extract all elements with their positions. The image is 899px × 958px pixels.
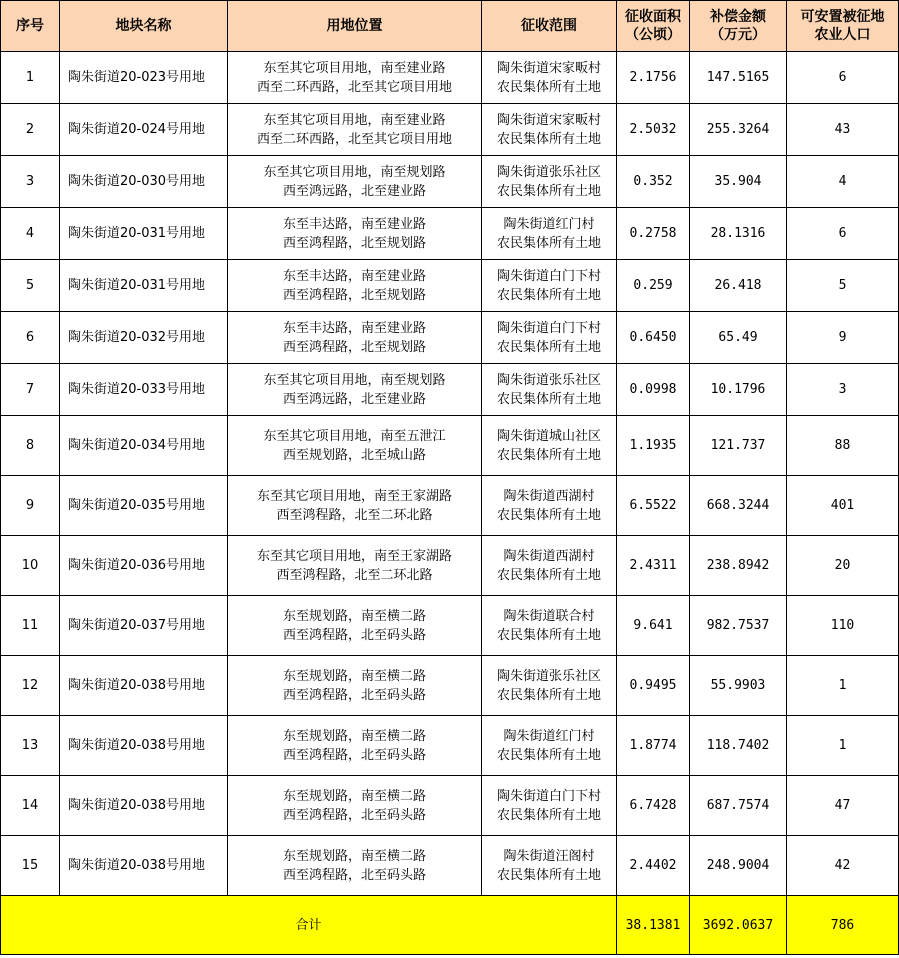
scope-cell: [482, 716, 617, 776]
location-cell: [228, 776, 482, 836]
location-cell-line2: 西至鸿程路，北至二环北路: [276, 567, 433, 583]
seq-cell: 2: [1, 104, 60, 156]
compensation-cell: 121.737: [690, 416, 787, 476]
compensation-cell: 65.49: [690, 312, 787, 364]
location-cell-line1: 东至规划路，南至横二路: [282, 608, 426, 624]
location-cell: [228, 716, 482, 776]
scope-cell-line1: 陶朱街道白门下村: [496, 788, 601, 804]
header-name: 地块名称: [60, 1, 228, 52]
area-cell: 0.9495: [617, 656, 690, 716]
compensation-cell: 10.1796: [690, 364, 787, 416]
plot-name-cell: 陶朱街道20-024号用地: [60, 104, 228, 156]
seq-cell: 6: [1, 312, 60, 364]
scope-cell-line2: 农民集体所有土地: [496, 687, 601, 703]
area-cell: 1.8774: [617, 716, 690, 776]
seq-cell: 5: [1, 260, 60, 312]
location-cell-line2: 西至鸿程路，北至码头路: [282, 807, 426, 823]
scope-cell: [482, 260, 617, 312]
scope-cell-line1: 陶朱街道红门村: [503, 216, 595, 232]
scope-cell-line1: 陶朱街道张乐社区: [496, 668, 601, 684]
table-row: [1, 776, 899, 836]
scope-cell-line1: 陶朱街道西湖村: [503, 488, 595, 504]
scope-cell-line2: 农民集体所有土地: [496, 447, 601, 463]
location-cell-line1: 东至规划路，南至横二路: [282, 668, 426, 684]
scope-cell-line2: 农民集体所有土地: [496, 235, 601, 251]
population-cell: 4: [787, 156, 899, 208]
location-cell: [228, 476, 482, 536]
location-cell-line1: 东至规划路，南至横二路: [282, 788, 426, 804]
location-cell-line2: 西至鸿程路，北至规划路: [282, 287, 426, 303]
scope-cell-line2: 农民集体所有土地: [496, 807, 601, 823]
total-compensation: 3692.0637: [690, 896, 787, 955]
scope-cell-line2: 农民集体所有土地: [496, 339, 601, 355]
scope-cell-line1: 陶朱街道西湖村: [503, 548, 595, 564]
table-row: [1, 52, 899, 104]
table-row: [1, 156, 899, 208]
scope-cell-line2: 农民集体所有土地: [496, 79, 601, 95]
total-population: 786: [787, 896, 899, 955]
compensation-cell: 668.3244: [690, 476, 787, 536]
plot-name-cell: 陶朱街道20-034号用地: [60, 416, 228, 476]
seq-cell: 8: [1, 416, 60, 476]
header-area-line1: 征收面积: [625, 9, 681, 25]
plot-name-cell: 陶朱街道20-031号用地: [60, 260, 228, 312]
scope-cell: [482, 596, 617, 656]
location-cell-line2: 西至鸿程路，北至码头路: [282, 687, 426, 703]
area-cell: 2.1756: [617, 52, 690, 104]
table-row: [1, 312, 899, 364]
scope-cell-line1: 陶朱街道红门村: [503, 728, 595, 744]
table-row: [1, 416, 899, 476]
table-row: [1, 476, 899, 536]
header-population: [787, 1, 899, 52]
location-cell-line1: 东至规划路，南至横二路: [282, 848, 426, 864]
plot-name-cell: 陶朱街道20-038号用地: [60, 716, 228, 776]
scope-cell-line2: 农民集体所有土地: [496, 391, 601, 407]
location-cell: [228, 156, 482, 208]
population-cell: 88: [787, 416, 899, 476]
plot-name-cell: 陶朱街道20-023号用地: [60, 52, 228, 104]
area-cell: 2.4402: [617, 836, 690, 896]
scope-cell-line1: 陶朱街道白门下村: [496, 268, 601, 284]
scope-cell: [482, 364, 617, 416]
header-pop-line2: 农业人口: [814, 27, 871, 43]
location-cell-line2: 西至二环西路，北至其它项目用地: [256, 79, 452, 95]
area-cell: 6.7428: [617, 776, 690, 836]
location-cell-line1: 东至丰达路，南至建业路: [282, 268, 426, 284]
location-cell-line2: 西至规划路，北至城山路: [282, 447, 426, 463]
table-row: [1, 364, 899, 416]
location-cell-line1: 东至其它项目用地，南至五泄江: [263, 428, 446, 444]
location-cell-line2: 西至二环西路，北至其它项目用地: [256, 131, 452, 147]
table-row: [1, 104, 899, 156]
scope-cell: [482, 416, 617, 476]
compensation-cell: 26.418: [690, 260, 787, 312]
location-cell: [228, 416, 482, 476]
population-cell: 5: [787, 260, 899, 312]
table-row: [1, 536, 899, 596]
scope-cell-line2: 农民集体所有土地: [496, 287, 601, 303]
location-cell: [228, 52, 482, 104]
scope-cell: [482, 836, 617, 896]
location-cell: [228, 104, 482, 156]
scope-cell-line1: 陶朱街道城山社区: [496, 428, 601, 444]
location-cell: [228, 836, 482, 896]
table-row: [1, 656, 899, 716]
seq-cell: 14: [1, 776, 60, 836]
header-compensation: [690, 1, 787, 52]
scope-cell: [482, 536, 617, 596]
scope-cell: [482, 208, 617, 260]
header-area: [617, 1, 690, 52]
area-cell: 2.5032: [617, 104, 690, 156]
scope-cell-line2: 农民集体所有土地: [496, 131, 601, 147]
plot-name-cell: 陶朱街道20-038号用地: [60, 656, 228, 716]
area-cell: 0.352: [617, 156, 690, 208]
seq-cell: 7: [1, 364, 60, 416]
population-cell: 47: [787, 776, 899, 836]
plot-name-cell: 陶朱街道20-036号用地: [60, 536, 228, 596]
compensation-cell: 55.9903: [690, 656, 787, 716]
location-cell-line2: 西至鸿程路，北至码头路: [282, 867, 426, 883]
header-comp-line2: （万元）: [710, 27, 766, 43]
scope-cell-line1: 陶朱街道白门下村: [496, 320, 601, 336]
area-cell: 0.0998: [617, 364, 690, 416]
table-row: [1, 260, 899, 312]
seq-cell: 12: [1, 656, 60, 716]
compensation-cell: 238.8942: [690, 536, 787, 596]
seq-cell: 3: [1, 156, 60, 208]
area-cell: 1.1935: [617, 416, 690, 476]
plot-name-cell: 陶朱街道20-032号用地: [60, 312, 228, 364]
population-cell: 3: [787, 364, 899, 416]
population-cell: 6: [787, 52, 899, 104]
table-row: [1, 596, 899, 656]
seq-cell: 15: [1, 836, 60, 896]
header-location: 用地位置: [228, 1, 482, 52]
area-cell: 0.259: [617, 260, 690, 312]
scope-cell-line2: 农民集体所有土地: [496, 567, 601, 583]
plot-name-cell: 陶朱街道20-038号用地: [60, 836, 228, 896]
location-cell-line2: 西至鸿程路，北至规划路: [282, 235, 426, 251]
population-cell: 401: [787, 476, 899, 536]
total-area: 38.1381: [617, 896, 690, 955]
header-comp-line1: 补偿金额: [710, 9, 766, 25]
scope-cell-line2: 农民集体所有土地: [496, 627, 601, 643]
population-cell: 6: [787, 208, 899, 260]
population-cell: 9: [787, 312, 899, 364]
plot-name-cell: 陶朱街道20-038号用地: [60, 776, 228, 836]
scope-cell: [482, 776, 617, 836]
seq-cell: 4: [1, 208, 60, 260]
location-cell-line1: 东至其它项目用地，南至建业路: [263, 60, 446, 76]
seq-cell: 9: [1, 476, 60, 536]
population-cell: 110: [787, 596, 899, 656]
plot-name-cell: 陶朱街道20-031号用地: [60, 208, 228, 260]
location-cell: [228, 656, 482, 716]
population-cell: 1: [787, 716, 899, 776]
scope-cell-line2: 农民集体所有土地: [496, 507, 601, 523]
location-cell-line1: 东至其它项目用地，南至规划路: [263, 372, 446, 388]
header-scope: 征收范围: [482, 1, 617, 52]
location-cell-line2: 西至鸿程路，北至码头路: [282, 627, 426, 643]
seq-cell: 13: [1, 716, 60, 776]
location-cell-line2: 西至鸿程路，北至规划路: [282, 339, 426, 355]
location-cell: [228, 596, 482, 656]
seq-cell: 1: [1, 52, 60, 104]
header-seq: 序号: [1, 1, 60, 52]
table-row: [1, 836, 899, 896]
population-cell: 42: [787, 836, 899, 896]
header-pop-line1: 可安置被征地: [800, 9, 885, 25]
location-cell-line1: 东至其它项目用地，南至王家湖路: [256, 488, 452, 504]
scope-cell: [482, 312, 617, 364]
scope-cell: [482, 476, 617, 536]
plot-name-cell: 陶朱街道20-037号用地: [60, 596, 228, 656]
table-row: [1, 208, 899, 260]
location-cell-line1: 东至规划路，南至横二路: [282, 728, 426, 744]
scope-cell-line1: 陶朱街道联合村: [503, 608, 595, 624]
population-cell: 20: [787, 536, 899, 596]
compensation-cell: 248.9004: [690, 836, 787, 896]
location-cell-line1: 东至其它项目用地，南至规划路: [263, 164, 446, 180]
total-row: [1, 896, 899, 955]
location-cell-line2: 西至鸿远路，北至建业路: [282, 183, 426, 199]
scope-cell-line1: 陶朱街道宋家畈村: [496, 60, 601, 76]
scope-cell-line1: 陶朱街道张乐社区: [496, 372, 601, 388]
location-cell-line1: 东至其它项目用地，南至建业路: [263, 112, 446, 128]
total-label: 合计: [1, 896, 617, 955]
plot-name-cell: 陶朱街道20-030号用地: [60, 156, 228, 208]
compensation-cell: 35.904: [690, 156, 787, 208]
header-area-line2: （公顷）: [625, 27, 681, 43]
location-cell: [228, 536, 482, 596]
plot-name-cell: 陶朱街道20-035号用地: [60, 476, 228, 536]
location-cell: [228, 364, 482, 416]
compensation-cell: 28.1316: [690, 208, 787, 260]
scope-cell-line2: 农民集体所有土地: [496, 867, 601, 883]
compensation-cell: 982.7537: [690, 596, 787, 656]
plot-name-cell: 陶朱街道20-033号用地: [60, 364, 228, 416]
scope-cell: [482, 52, 617, 104]
compensation-cell: 118.7402: [690, 716, 787, 776]
seq-cell: 11: [1, 596, 60, 656]
scope-cell-line1: 陶朱街道张乐社区: [496, 164, 601, 180]
scope-cell: [482, 104, 617, 156]
location-cell-line1: 东至丰达路，南至建业路: [282, 320, 426, 336]
area-cell: 0.2758: [617, 208, 690, 260]
location-cell-line1: 东至其它项目用地，南至王家湖路: [256, 548, 452, 564]
compensation-cell: 687.7574: [690, 776, 787, 836]
scope-cell-line1: 陶朱街道汪阁村: [503, 848, 595, 864]
scope-cell-line1: 陶朱街道宋家畈村: [496, 112, 601, 128]
compensation-cell: 255.3264: [690, 104, 787, 156]
area-cell: 2.4311: [617, 536, 690, 596]
location-cell-line2: 西至鸿远路，北至建业路: [282, 391, 426, 407]
area-cell: 6.5522: [617, 476, 690, 536]
location-cell: [228, 312, 482, 364]
population-cell: 1: [787, 656, 899, 716]
population-cell: 43: [787, 104, 899, 156]
area-cell: 9.641: [617, 596, 690, 656]
header-row: [1, 1, 899, 52]
location-cell-line1: 东至丰达路，南至建业路: [282, 216, 426, 232]
area-cell: 0.6450: [617, 312, 690, 364]
scope-cell-line2: 农民集体所有土地: [496, 183, 601, 199]
compensation-cell: 147.5165: [690, 52, 787, 104]
location-cell-line2: 西至鸿程路，北至码头路: [282, 747, 426, 763]
location-cell: [228, 208, 482, 260]
location-cell-line2: 西至鸿程路，北至二环北路: [276, 507, 433, 523]
scope-cell: [482, 656, 617, 716]
location-cell: [228, 260, 482, 312]
scope-cell: [482, 156, 617, 208]
scope-cell-line2: 农民集体所有土地: [496, 747, 601, 763]
seq-cell: 10: [1, 536, 60, 596]
table-row: [1, 716, 899, 776]
